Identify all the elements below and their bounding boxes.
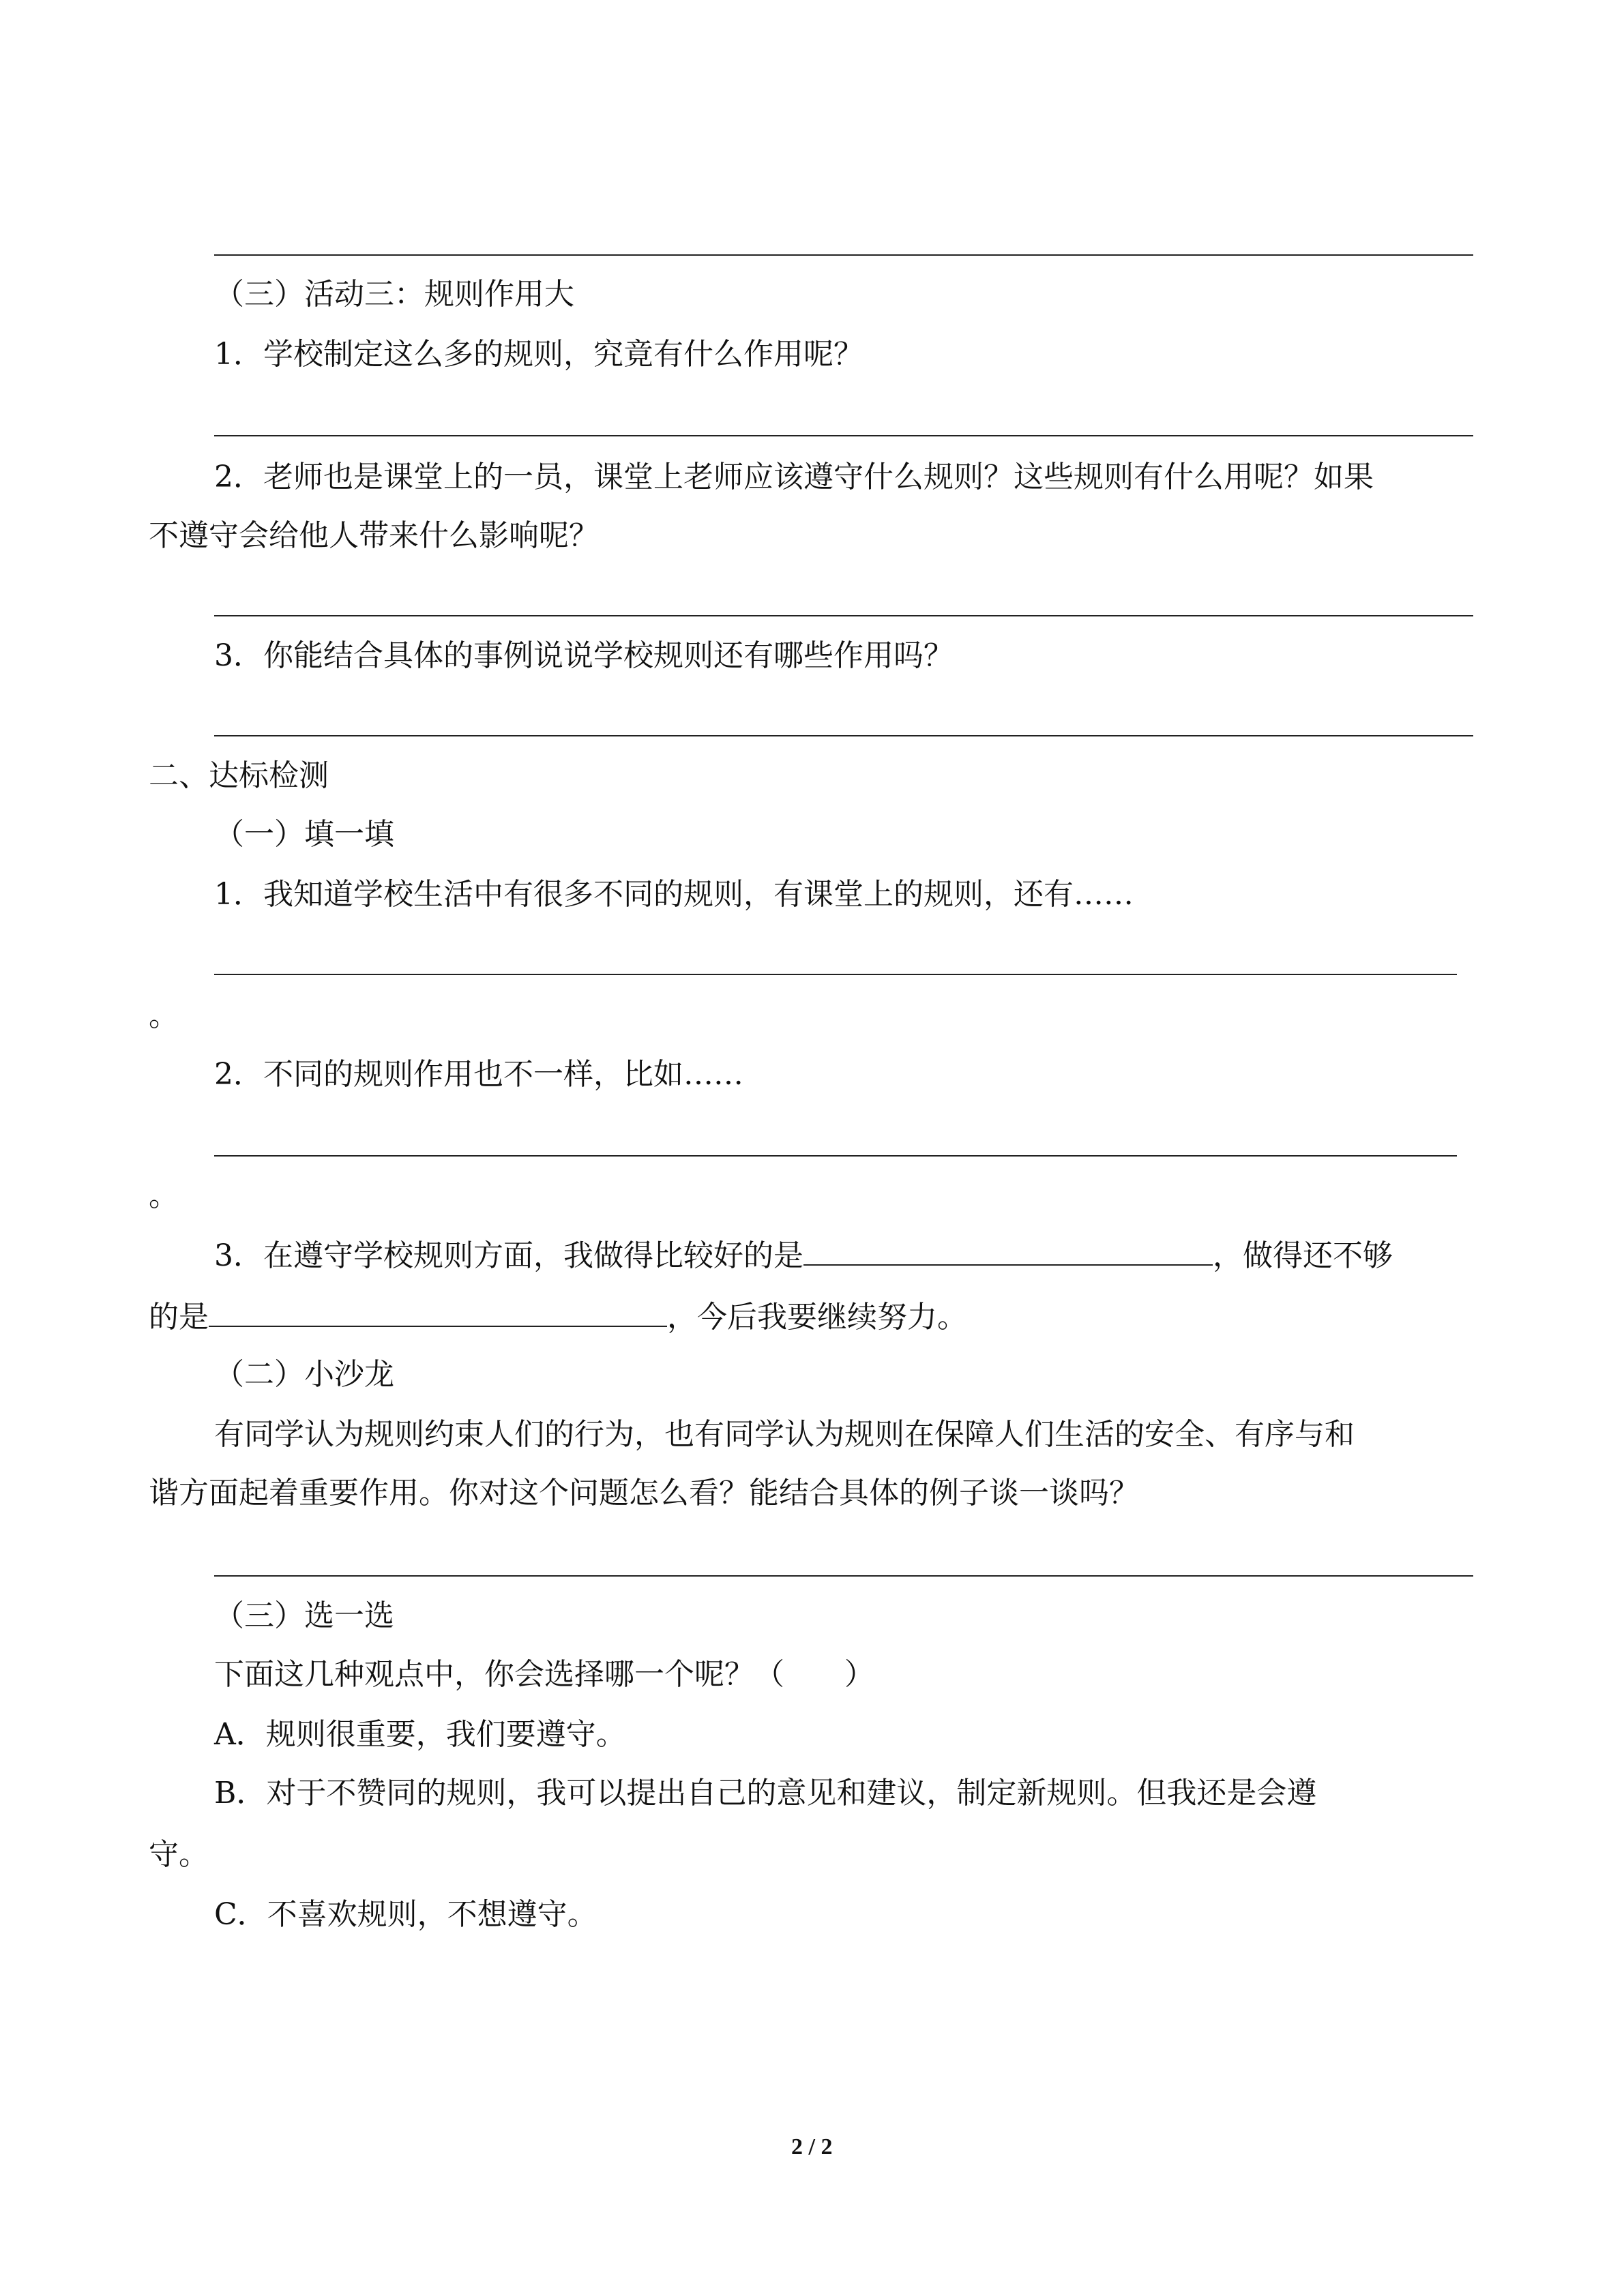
activity3-heading: （三）活动三：规则作用大 [214,277,574,312]
salon-text-line1: 有同学认为规则约束人们的行为，也有同学认为规则在保障人们生活的安全、有序与和 [214,1417,1355,1452]
answer-line[interactable] [214,254,1473,256]
fill-question-3-line1 [214,1234,1393,1277]
option-b-line1: B．对于不赞同的规则，我可以提出自己的意见和建议，制定新规则。但我还是会遵 [214,1776,1317,1810]
activity3-question-3: 3．你能结合具体的事例说说学校规则还有哪些作用吗？ [214,638,954,673]
fill-question-3-text: 的是 [149,1300,209,1335]
option-c: C．不喜欢规则，不想遵守。 [214,1897,597,1932]
fill-heading: （一）填一填 [214,817,394,852]
answer-line[interactable] [214,1575,1473,1577]
option-a: A．规则很重要，我们要遵守。 [214,1717,626,1752]
fill-blank[interactable] [209,1296,667,1327]
answer-line[interactable] [214,735,1473,736]
fill-question-1-end: 。 [149,998,179,1033]
answer-line[interactable] [214,1155,1457,1157]
activity3-question-2-line2: 不遵守会给他人带来什么影响呢？ [149,518,599,553]
page-number: 2 / 2 [791,2134,833,2160]
option-b-line2: 守。 [149,1837,209,1872]
fill-question-3-text: 3．在遵守学校规则方面，我做得比较好的是 [214,1238,803,1273]
fill-question-3-text: ，做得还不够 [1213,1238,1393,1273]
activity3-question-2-line1: 2．老师也是课堂上的一员，课堂上老师应该遵守什么规则？这些规则有什么用呢？如果 [214,460,1374,494]
salon-heading: （二）小沙龙 [214,1357,394,1392]
answer-line[interactable] [214,615,1473,616]
section2-heading: 二、达标检测 [149,758,329,793]
fill-question-3-line2 [149,1296,967,1338]
answer-line[interactable] [214,974,1457,975]
fill-question-1: 1．我知道学校生活中有很多不同的规则，有课堂上的规则，还有…… [214,877,1134,912]
answer-line[interactable] [214,435,1473,436]
fill-blank[interactable] [803,1234,1213,1266]
fill-question-2: 2．不同的规则作用也不一样，比如…… [214,1057,743,1092]
activity3-question-1: 1．学校制定这么多的规则，究竟有什么作用呢？ [214,337,863,372]
fill-question-2-end: 。 [149,1178,179,1213]
choose-question: 下面这几种观点中，你会选择哪一个呢？（ ） [214,1657,874,1692]
choose-heading: （三）选一选 [214,1598,394,1633]
fill-question-3-text: ，今后我要继续努力。 [667,1300,967,1335]
salon-text-line2: 谐方面起着重要作用。你对这个问题怎么看？能结合具体的例子谈一谈吗？ [149,1476,1139,1510]
